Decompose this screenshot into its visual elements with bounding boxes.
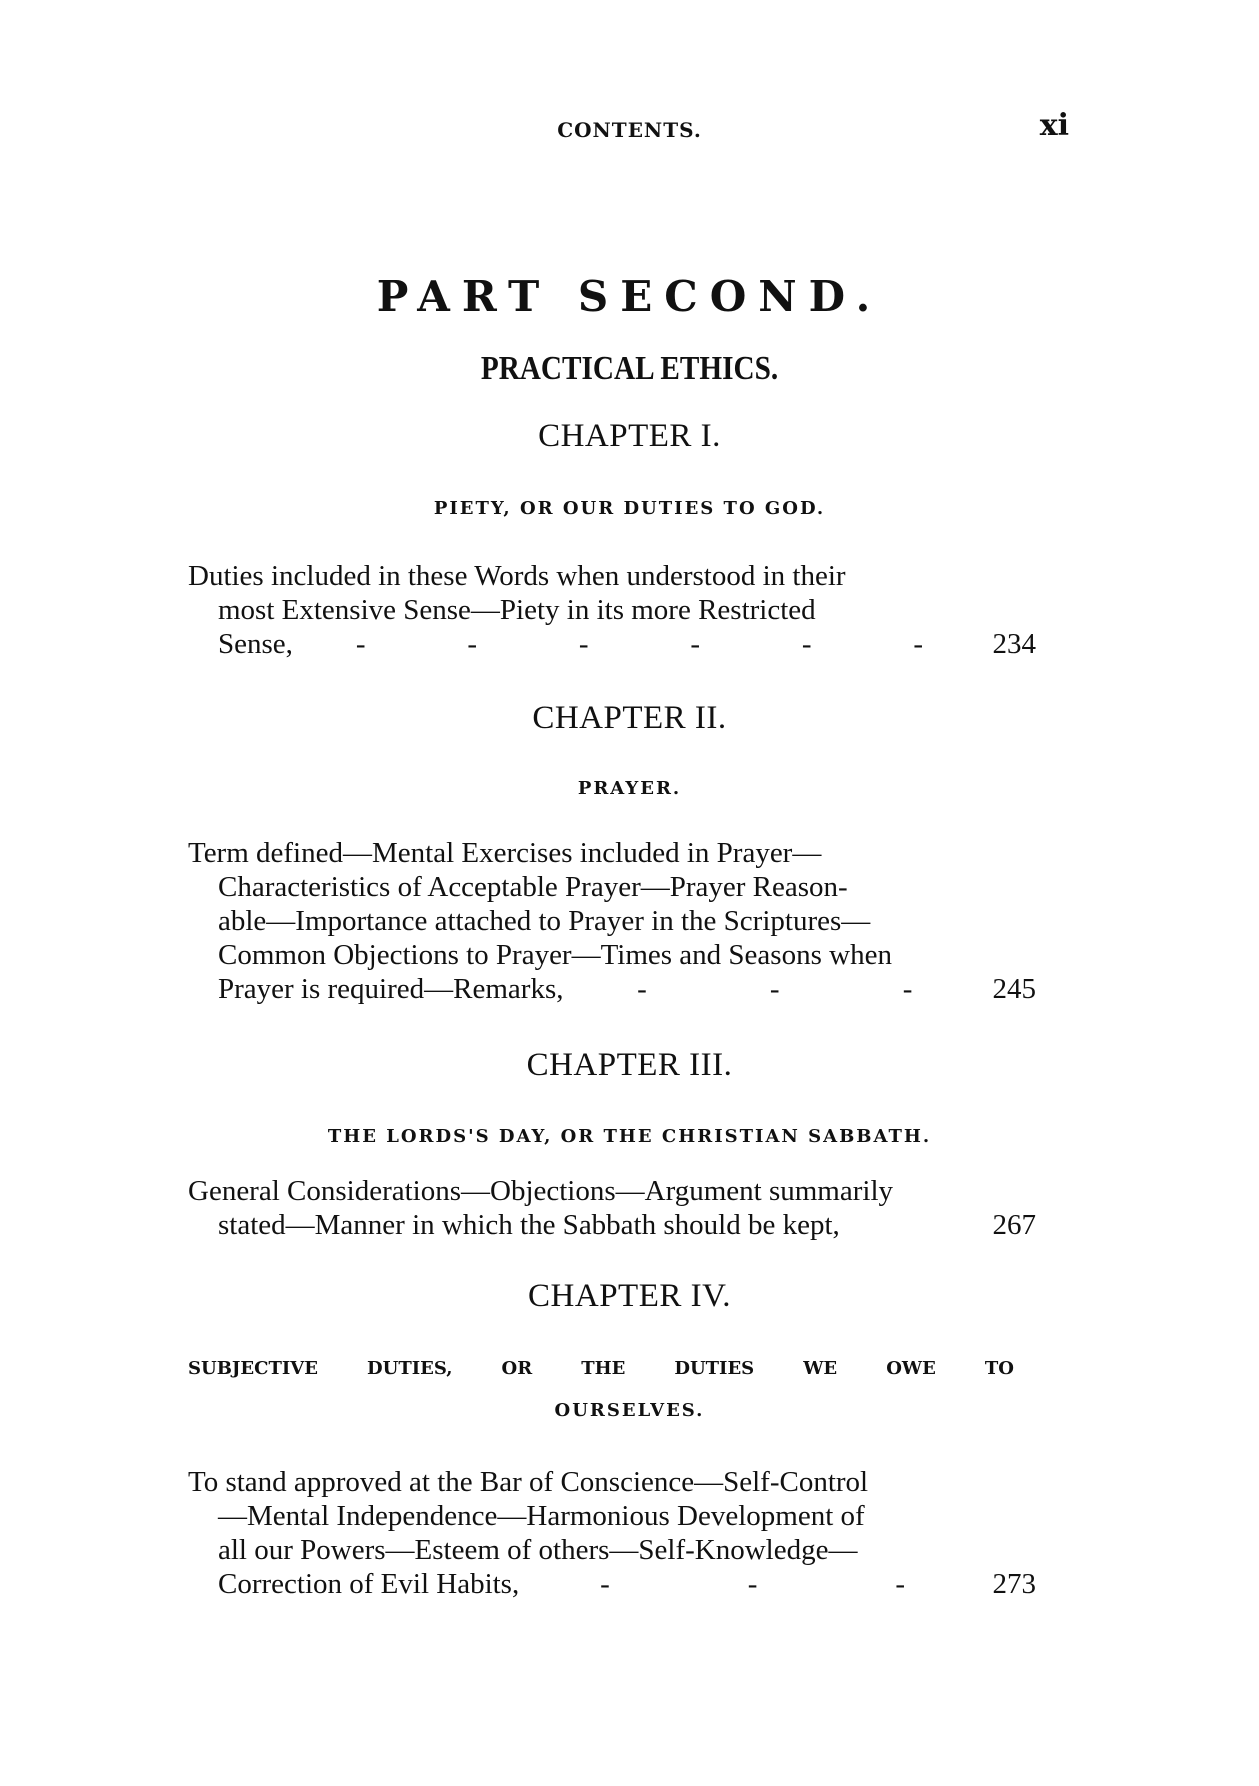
chapter-4-heading: CHAPTER IV. — [528, 1278, 731, 1314]
summary-last-line: Sense, — [218, 628, 293, 660]
title-word: DUTIES — [674, 1358, 755, 1379]
chapter-2-summary — [188, 836, 1078, 1006]
summary-line: all our Powers—Esteem of others—Self-Knowledge— — [218, 1534, 858, 1566]
leader-dots: - - - — [637, 973, 913, 1005]
summary-page-row — [188, 1567, 1036, 1601]
summary-line: Duties included in these Words when understood in their — [188, 560, 846, 592]
running-head: CONTENTS. — [557, 118, 702, 142]
chapter-1-summary — [188, 559, 1078, 661]
summary-page-row — [188, 1208, 1036, 1242]
title-word: WE — [803, 1358, 838, 1379]
page-number: xi — [1039, 108, 1069, 143]
summary-line: most Extensive Sense—Piety in its more Restricted — [218, 594, 816, 626]
chapter-2-title: PRAYER. — [577, 778, 682, 799]
title-word: OR — [501, 1358, 533, 1379]
summary-last-line: Prayer is required—Remarks, — [218, 973, 564, 1005]
chapter-3-heading: CHAPTER III. — [526, 1047, 733, 1083]
page-reference: 245 — [992, 973, 1036, 1005]
summary-line: General Considerations—Objections—Argument summarily — [188, 1175, 894, 1207]
title-word: DUTIES, — [367, 1358, 453, 1379]
summary-line: To stand approved at the Bar of Conscience—Self-Control — [188, 1466, 869, 1498]
summary-line: Common Objections to Prayer—Times and Seasons when — [218, 939, 892, 971]
summary-last-line: stated—Manner in which the Sabbath should be kept, — [218, 1209, 840, 1241]
summary-line: able—Importance attached to Prayer in the Scriptures— — [218, 905, 871, 937]
summary-line: Term defined—Mental Exercises included in Prayer— — [188, 837, 822, 869]
leader-dots: - - - - - - — [355, 628, 923, 660]
summary-last-line: Correction of Evil Habits, — [218, 1568, 520, 1600]
summary-line: —Mental Independence—Harmonious Development of — [218, 1500, 865, 1532]
subject-title: PRACTICAL ETHICS. — [480, 350, 779, 387]
chapter-4-title-line2: OURSELVES. — [554, 1400, 705, 1421]
chapter-3-title: THE LORDS'S DAY, OR THE CHRISTIAN SABBATH. — [327, 1126, 932, 1147]
chapter-1-title: PIETY, OR OUR DUTIES TO GOD. — [433, 498, 826, 519]
page-reference: 234 — [992, 628, 1036, 660]
chapter-1-heading: CHAPTER I. — [538, 418, 721, 454]
leader-dots: - - - — [600, 1568, 906, 1600]
title-word: TO — [984, 1358, 1014, 1379]
chapter-4-summary — [188, 1465, 1078, 1601]
title-word: OWE — [886, 1358, 936, 1379]
chapter-4-title — [188, 1358, 1014, 1379]
page-reference: 273 — [992, 1568, 1036, 1600]
part-title: PART SECOND. — [376, 272, 883, 321]
summary-line: Characteristics of Acceptable Prayer—Prayer Reason- — [218, 871, 848, 903]
chapter-2-heading: CHAPTER II. — [532, 700, 727, 736]
summary-page-row — [188, 627, 1036, 661]
title-word: THE — [581, 1358, 626, 1379]
summary-page-row — [188, 972, 1036, 1006]
chapter-3-summary — [188, 1174, 1078, 1242]
title-word: SUBJECTIVE — [188, 1358, 318, 1379]
page-reference: 267 — [992, 1209, 1036, 1241]
